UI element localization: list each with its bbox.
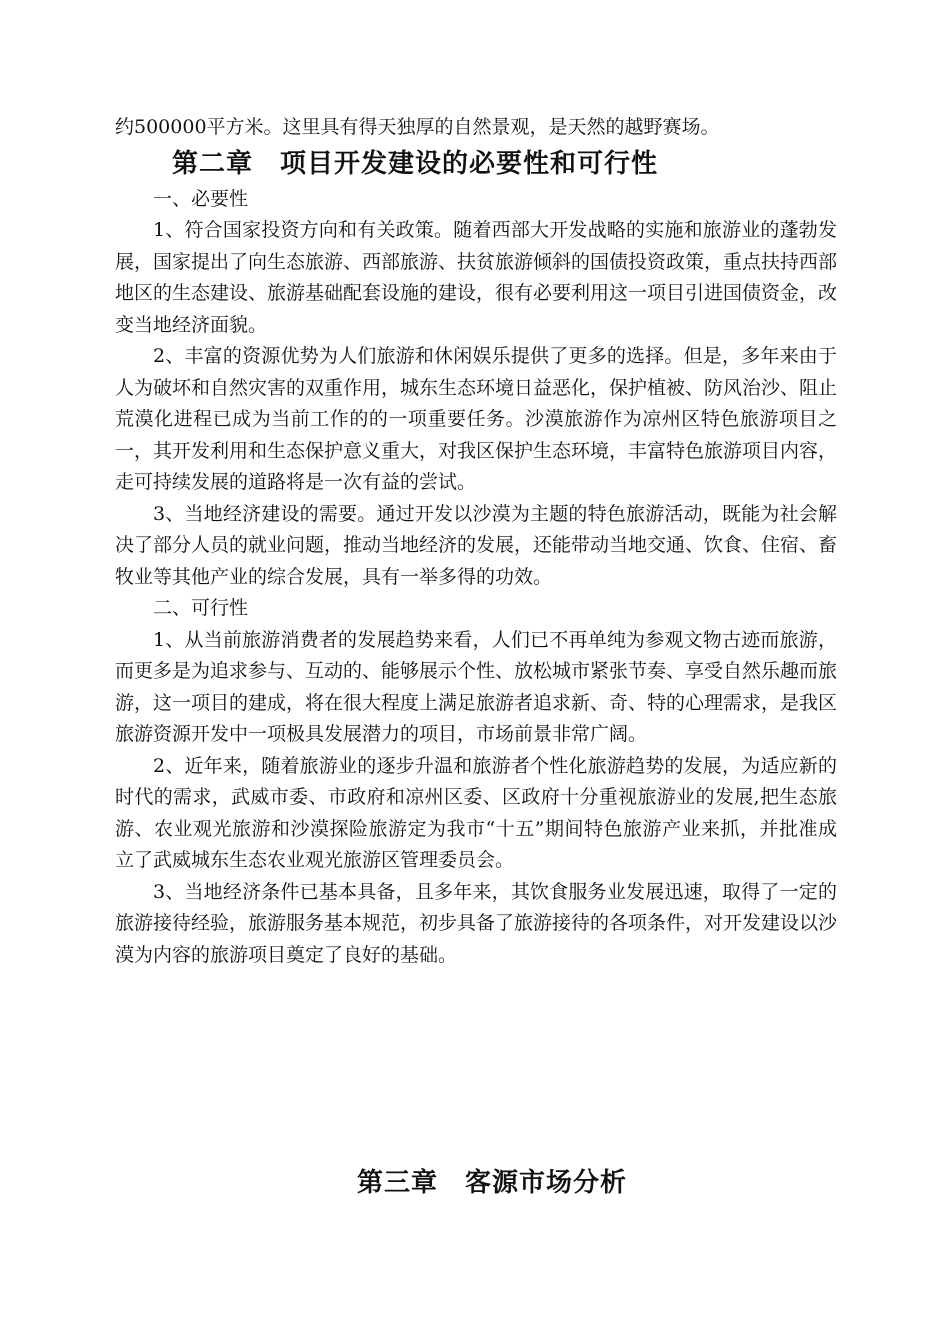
- section-2-paragraph-1: 1、从当前旅游消费者的发展趋势来看，人们已不再单纯为参观文物古迹而旅游，而更多是为追求参与、互动的、能够展示个性、放松城市紧张节奏、享受自然乐趣而旅游，这一项目的建成，将在很大程度上满足旅游者追求新、奇、特的心理需求，是我区旅游资源开发中一项极具发展潜力的项目，市场前景非常广阔。: [115, 628, 838, 745]
- chapter-2-title: 第二章 项目开发建设的必要性和可行性: [172, 148, 659, 179]
- section-1-paragraph-1: 1、符合国家投资方向和有关政策。随着西部大开发战略的实施和旅游业的蓬勃发展，国家提出了向生态旅游、西部旅游、扶贫旅游倾斜的国债投资政策，重点扶持西部地区的生态建设、旅游基础配套设施的建设，很有必要利用这一项目引进国债资金，改变当地经济面貌。: [115, 219, 838, 336]
- section-1-paragraph-2: 2、丰富的资源优势为人们旅游和休闲娱乐提供了更多的选择。但是，多年来由于人为破坏和自然灾害的双重作用，城东生态环境日益恶化，保护植被、防风治沙、阻止荒漠化进程已成为当前工作的的一项重要任务。沙漠旅游作为凉州区特色旅游项目之一，其开发利用和生态保护意义重大，对我区保护生态环境，丰富特色旅游项目内容，走可持续发展的道路将是一次有益的尝试。: [115, 345, 838, 493]
- section-1-heading: 一、必要性: [153, 187, 249, 210]
- chapter-3-title: 第三章 客源市场分析: [357, 1168, 628, 1198]
- document-body: [115, 112, 837, 971]
- intro-line: 约500000平方米。这里具有得天独厚的自然景观，是天然的越野赛场。: [115, 116, 720, 138]
- section-1-paragraph-3: 3、当地经济建设的需要。通过开发以沙漠为主题的特色旅游活动，既能为社会解决了部分人员的就业问题，推动当地经济的发展，还能带动当地交通、饮食、住宿、畜牧业等其他产业的综合发展，具有一举多得的功效。: [115, 502, 838, 588]
- section-2-paragraph-3: 3、当地经济条件已基本具备，且多年来，其饮食服务业发展迅速，取得了一定的旅游接待经验，旅游服务基本规范，初步具备了旅游接待的各项条件，对开发建设以沙漠为内容的旅游项目奠定了良好的基础。: [115, 880, 838, 966]
- section-2-heading: 二、可行性: [153, 597, 249, 619]
- section-2-paragraph-2: 2、近年来，随着旅游业的逐步升温和旅游者个性化旅游趋势的发展，为适应新的时代的需求，武威市委、市政府和凉州区委、区政府十分重视旅游业的发展,把生态旅游、农业观光旅游和沙漠探险旅游定为我市“十五”期间特色旅游产业来抓，并批准成立了武威城东生态农业观光旅游区管理委员会。: [115, 754, 837, 871]
